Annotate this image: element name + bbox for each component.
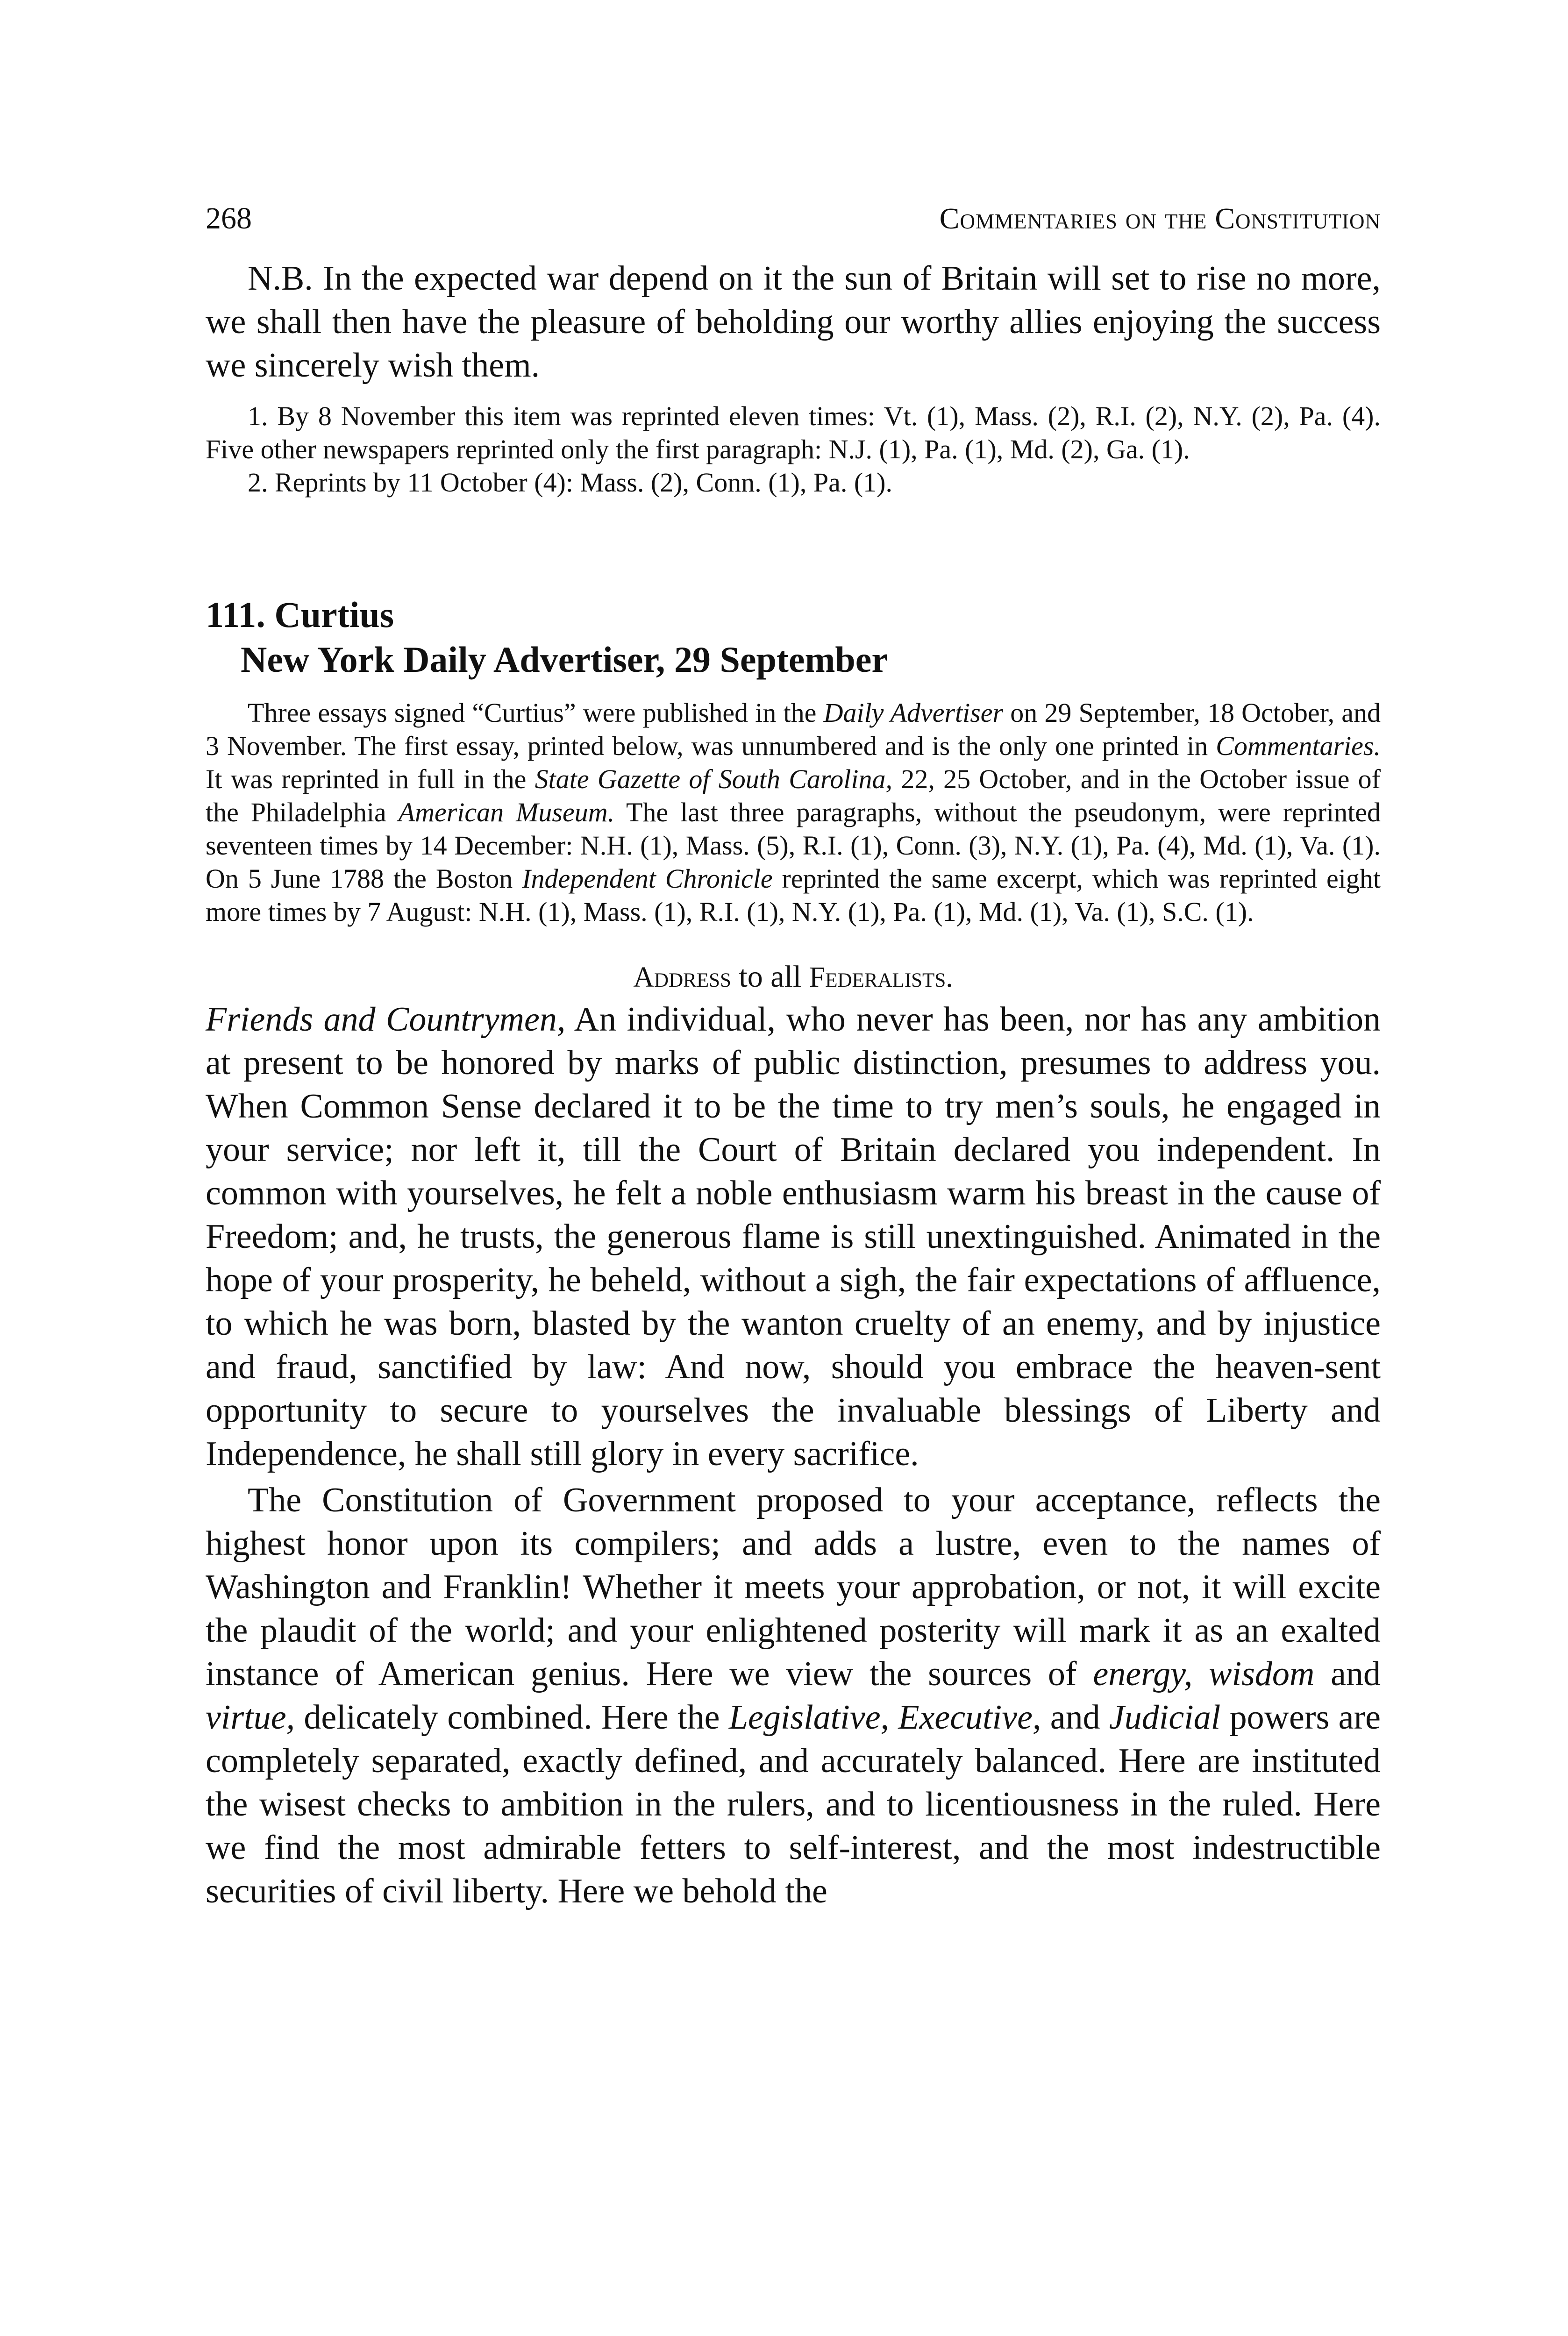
- body-paragraph-2: [206, 1479, 1381, 1913]
- address-title: [206, 956, 1381, 998]
- section-heading: [206, 592, 1381, 682]
- headnote-italic: State Gazette of South Carolina,: [535, 764, 893, 794]
- running-title: Commentaries on the Constitution: [939, 202, 1381, 235]
- headnote-text: It was reprinted in full in the: [206, 764, 535, 794]
- headnote-italic: Commentaries.: [1216, 731, 1381, 761]
- address-word: Address: [633, 961, 731, 993]
- paragraph-italic: Judicial: [1109, 1698, 1221, 1737]
- running-head: [206, 201, 1381, 257]
- paragraph-italic: Legislative, Executive,: [728, 1698, 1041, 1737]
- headnote-text: reprinted the same excerpt, which was reprinted eight more times by 7 August: N.H. (1), Mass. (1), R.I. (1), N.Y. (1), Pa. (1), Md. (1), Va. (1), S.C. (1).: [206, 863, 1381, 927]
- paragraph-text: An individual, who never has been, nor has any ambition at present to be honored by marks of public distinction, presumes to address you. When Common Sense declared it to be the time to try men’s souls, he engaged in your service; nor left it, till the Court of Britain declared you independent. In common with yourselves, he felt a noble enthusiasm warm his breast in the cause of Freedom; and, he trusts, the generous flame is still unextinguished. Animated in the hope of your prosperity, he beheld, without a sigh, the fair expectations of affluence, to which he was born, blasted by the wanton cruelty of an enemy, and by injustice and fraud, sanctified by law: And now, should you embrace the heaven-sent opportunity to secure to yourselves the invaluable blessings of Liberty and Independence, he shall still glory in every sacrifice.: [206, 1000, 1381, 1473]
- headnote: [206, 696, 1381, 928]
- paragraph-text: powers are completely separated, exactly defined, and accurately balanced. Here are instituted the wisest checks to ambition in the rulers, and to licentiousness in the ruled. Here we find the most admirable fetters to self-interest, and the most indestructible securities of civil liberty. Here we behold the: [206, 1698, 1381, 1910]
- paragraph-text: and: [1041, 1698, 1109, 1737]
- headnote-italic: American Museum.: [398, 797, 615, 827]
- paragraph-italic: energy, wisdom: [1093, 1655, 1315, 1693]
- address-connector: to all: [731, 960, 809, 994]
- footnote-2: 2. Reprints by 11 October (4): Mass. (2), Conn. (1), Pa. (1).: [248, 467, 892, 498]
- address-federalists: Federalists.: [809, 961, 953, 993]
- footnote-1: 1. By 8 November this item was reprinted eleven times: Vt. (1), Mass. (2), R.I. (2), N.Y. (2), Pa. (4). Five other newspapers reprinted only the first paragraph: N.J. (1), Pa. (1), Md. (2), Ga. (1).: [206, 401, 1381, 464]
- salutation: Friends and Countrymen,: [206, 1000, 566, 1039]
- nb-paragraph: N.B. In the expected war depend on it the sun of Britain will set to rise no more, we shall then have the pleasure of beholding our worthy allies enjoying the success we sincerely wish them.: [206, 259, 1381, 385]
- document-page: [206, 201, 1381, 1913]
- headnote-text: 22, 25 October, and in the October issue of the Philadelphia: [206, 764, 1381, 827]
- headnote-text: on 29 September, 18 October, and 3 November. The first essay, printed below, was unnumbered and is the only one printed in: [206, 698, 1381, 761]
- page-number: 268: [206, 201, 252, 235]
- paragraph-italic: virtue,: [206, 1698, 295, 1737]
- section-number-title: 111. Curtius: [206, 594, 394, 635]
- headnote-text: Three essays signed “Curtius” were published in the: [248, 698, 824, 728]
- paragraph-text: delicately combined. Here the: [295, 1698, 729, 1737]
- footnotes: [206, 399, 1381, 499]
- headnote-text: The last three paragraphs, without the pseudonym, were reprinted seventeen times by 14 December: N.H. (1), Mass. (5), R.I. (1), Conn. (3), N.Y. (1), Pa. (4), Md. (1), Va. (1). On 5 June 1788 the Boston: [206, 797, 1381, 894]
- headnote-italic: Independent Chronicle: [522, 863, 773, 894]
- body-paragraph-1: [206, 998, 1381, 1476]
- section-source: New York Daily Advertiser, 29 September: [241, 639, 888, 680]
- headnote-italic: Daily Advertiser: [823, 698, 1004, 728]
- paragraph-text: The Constitution of Government proposed to your acceptance, reflects the highest honor upon its compilers; and adds a lustre, even to the names of Washington and Franklin! Whether it meets your approbation, or not, it will excite the plaudit of the world; and your enlightened posterity will mark it as an exalted instance of American genius. Here we view the sources of: [206, 1481, 1381, 1693]
- paragraph-text: and: [1314, 1655, 1381, 1693]
